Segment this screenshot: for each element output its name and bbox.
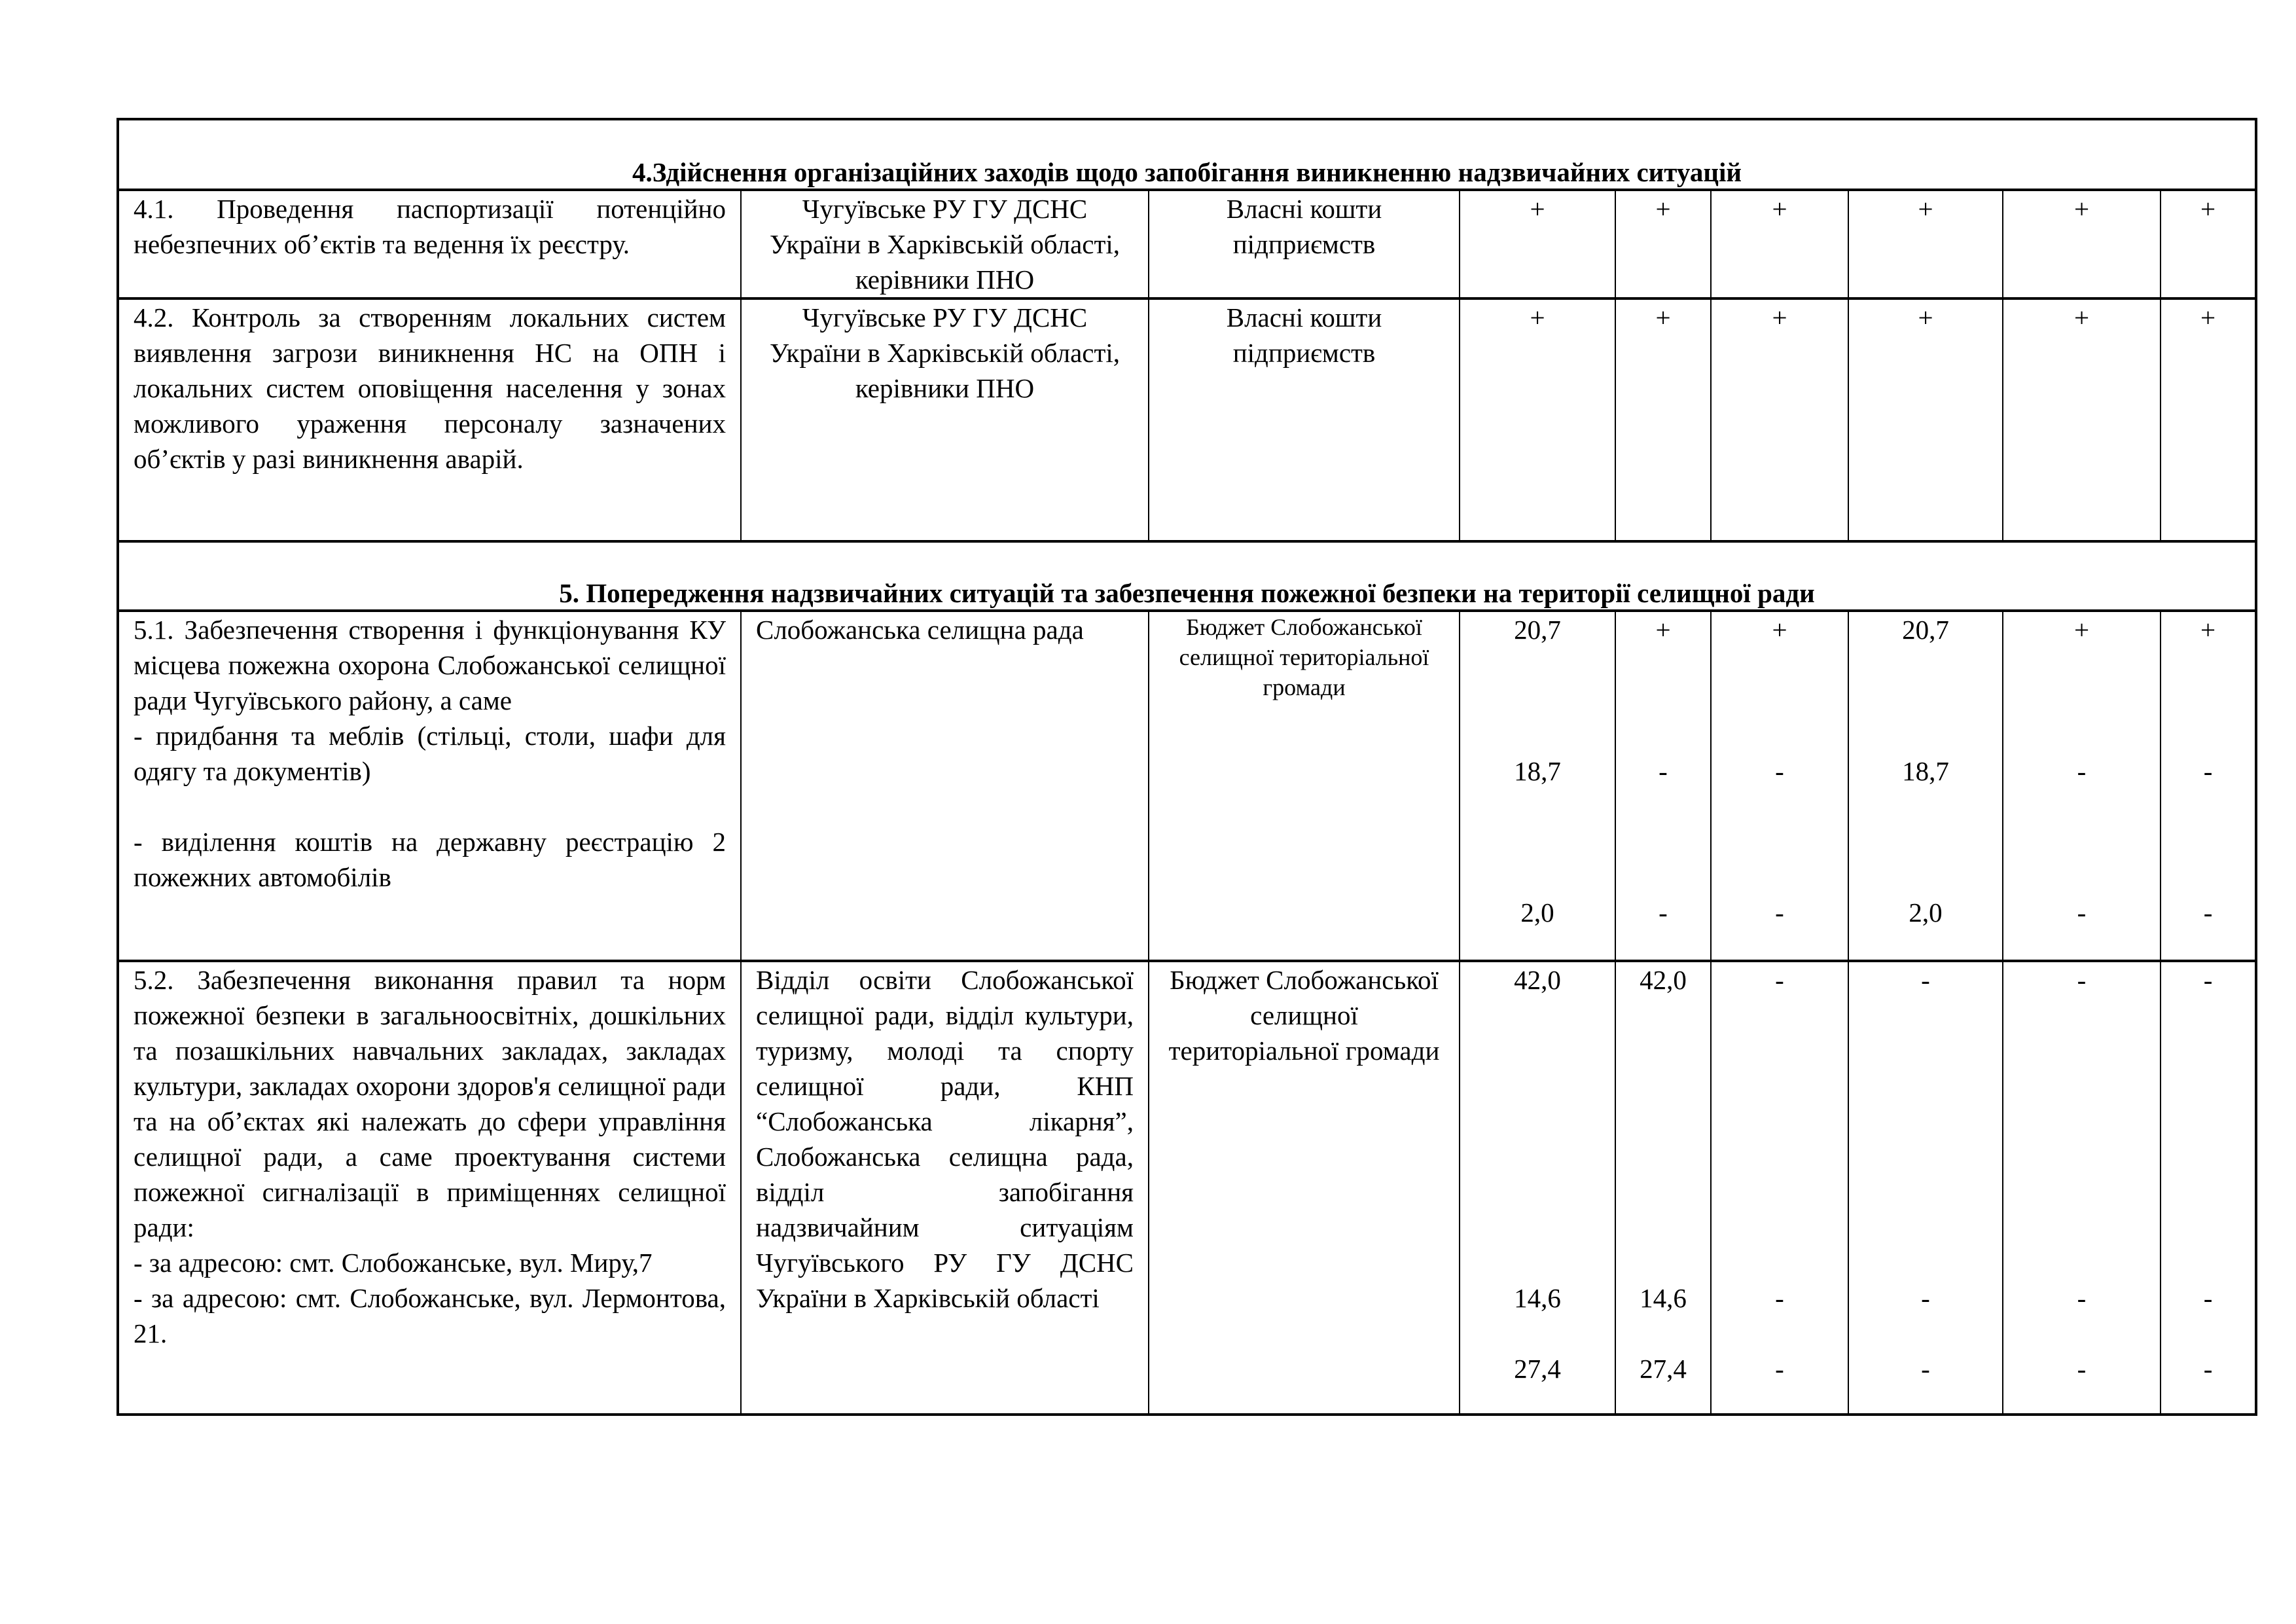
value: 20,7 — [1514, 615, 1561, 645]
table-row — [118, 190, 2256, 298]
value: - — [2203, 897, 2213, 928]
value: 20,7 — [1902, 615, 1949, 645]
value-cell: + — [2003, 298, 2161, 541]
section-header-4 — [118, 119, 2256, 190]
value: + — [1772, 615, 1787, 645]
value: 14,6 — [1640, 1283, 1687, 1313]
section-title: 4.Здійснення організаційних заходів щодо запобігання виникненню надзвичайних ситуацій — [118, 119, 2256, 190]
value: - — [1921, 1354, 1930, 1384]
value-cell: + — [1615, 190, 1711, 298]
value: 27,4 — [1514, 1354, 1561, 1384]
section-title: 5. Попередження надзвичайних ситуацій та забезпечення пожежної безпеки на території селищної ради — [118, 541, 2256, 611]
value: - — [2077, 965, 2087, 995]
value: - — [1775, 756, 1784, 786]
value: - — [2203, 965, 2213, 995]
value: - — [2203, 756, 2213, 786]
executor: Чугуївське РУ ГУ ДСНС України в Харківській області, керівники ПНО — [741, 190, 1149, 298]
value: + — [2200, 615, 2216, 645]
value: + — [2073, 615, 2090, 645]
value-cell: + — [1848, 298, 2003, 541]
value: - — [2203, 1283, 2213, 1313]
funding-source: Бюджет Слобожанської селищної територіальної громади — [1149, 961, 1460, 1415]
value: - — [1775, 965, 1784, 995]
value-cell — [1711, 961, 1848, 1415]
funding-source: Бюджет Слобожанської селищної територіальної громади — [1149, 611, 1460, 961]
funding-source: Власні кошти підприємств — [1149, 190, 1460, 298]
table-row — [118, 961, 2256, 1415]
value: 18,7 — [1514, 756, 1561, 786]
value: - — [1921, 965, 1930, 995]
table-row — [118, 611, 2256, 961]
measure-description — [118, 611, 741, 961]
value-cell: + — [2003, 190, 2161, 298]
value-cell — [2161, 961, 2256, 1415]
value: - — [2077, 756, 2087, 786]
value: - — [1659, 756, 1668, 786]
value-cell: + — [1848, 190, 2003, 298]
measure-description: 4.1. Проведення паспортизації потенційно небезпечних об’єктів та ведення їх реєстру. — [118, 190, 741, 298]
value: 42,0 — [1514, 965, 1561, 995]
value-cell: + — [2161, 190, 2256, 298]
value: 42,0 — [1640, 965, 1687, 995]
executor: Чугуївське РУ ГУ ДСНС України в Харківській області, керівники ПНО — [741, 298, 1149, 541]
funding-source: Власні кошти підприємств — [1149, 298, 1460, 541]
value: - — [1775, 1283, 1784, 1313]
value: - — [2077, 1283, 2087, 1313]
table-row — [118, 298, 2256, 541]
description-item: - за адресою: смт. Слобожанське, вул. Миру,7 — [134, 1248, 653, 1278]
description-item: - придбання та меблів (стільці, столи, шафи для одягу та документів) — [134, 721, 726, 786]
description-item: - за адресою: смт. Слобожанське, вул. Лермонтова, 21. — [134, 1283, 726, 1348]
value-cell — [1615, 961, 1711, 1415]
value: + — [1655, 615, 1671, 645]
value: - — [1775, 897, 1784, 928]
value: 18,7 — [1902, 756, 1949, 786]
value-cell: + — [2161, 298, 2256, 541]
measure-description — [118, 961, 741, 1415]
value: 2,0 — [1909, 897, 1943, 928]
value-cell: + — [1711, 190, 1848, 298]
value: 14,6 — [1514, 1283, 1561, 1313]
value: - — [2203, 1354, 2213, 1384]
value-cell — [2003, 961, 2161, 1415]
executor: Слобожанська селищна рада — [741, 611, 1149, 961]
value-cell: + — [1615, 298, 1711, 541]
value-cell — [1711, 611, 1848, 961]
description-main: 5.2. Забезпечення виконання правил та норм пожежної безпеки в загальноосвітніх, дошкільних та позашкільних навчальних закладах, закладах культури, закладах охорони здоров'я селищної ради та на об’єктах які належать до сфери управління селищної ради, а саме проектування системи пожежної сигналізації в приміщеннях селищної ради: — [134, 965, 726, 1242]
value-cell — [1615, 611, 1711, 961]
value: - — [1775, 1354, 1784, 1384]
section-header-5 — [118, 541, 2256, 611]
value-cell — [1848, 611, 2003, 961]
value-cell: + — [1460, 190, 1615, 298]
measure-description: 4.2. Контроль за створенням локальних систем виявлення загрози виникнення НС на ОПН і локальних систем оповіщення населення у зонах можливого ураження персоналу зазначених об’єктів у разі виникнення аварій. — [118, 298, 741, 541]
value: - — [2077, 897, 2087, 928]
value-cell — [1460, 611, 1615, 961]
value: - — [2077, 1354, 2087, 1384]
value: - — [1659, 897, 1668, 928]
value-cell — [1848, 961, 2003, 1415]
executor: Відділ освіти Слобожанської селищної ради, відділ культури, туризму, молоді та спорту селищної ради, КНП “Слобожанська лікарня”, Слобожанська селищна рада, відділ запобігання надзвичайним ситуаціям Чугуївського РУ ГУ ДСНС України в Харківській області — [741, 961, 1149, 1415]
description-main: 5.1. Забезпечення створення і функціонування КУ місцева пожежна охорона Слобожанської селищної ради Чугуївського району, а саме — [134, 615, 726, 715]
description-item: - виділення коштів на державну реєстрацію 2 пожежних автомобілів — [134, 827, 726, 892]
value: - — [1921, 1283, 1930, 1313]
value-cell — [1460, 961, 1615, 1415]
value: 2,0 — [1520, 897, 1554, 928]
value-cell: + — [1460, 298, 1615, 541]
value-cell — [2003, 611, 2161, 961]
value-cell: + — [1711, 298, 1848, 541]
value-cell — [2161, 611, 2256, 961]
value: 27,4 — [1640, 1354, 1687, 1384]
measures-table — [117, 118, 2257, 1416]
